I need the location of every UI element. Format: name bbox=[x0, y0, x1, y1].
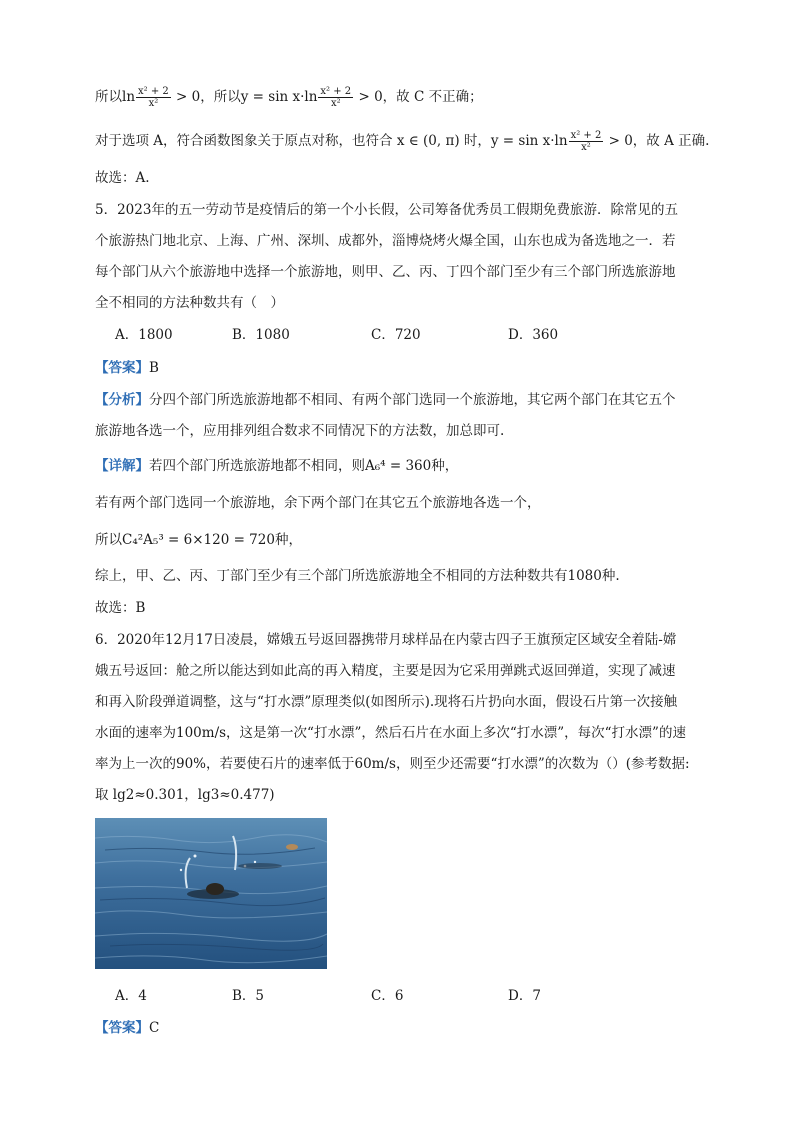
q5-answer bbox=[95, 358, 159, 378]
q6-line-4: 水面的速率为100m/s，这是第一次“打水漂”，然后石片在水面上多次“打水漂”，每次“打水漂”的速 bbox=[95, 725, 686, 741]
fraction bbox=[569, 130, 604, 153]
fraction-numerator: x² + 2 bbox=[570, 130, 602, 141]
text-segment: > 0，故 A 正确. bbox=[604, 133, 710, 149]
q5-analysis-1 bbox=[95, 390, 676, 410]
fraction-numerator: x² + 2 bbox=[138, 86, 169, 97]
fraction-denominator: x² bbox=[330, 98, 341, 109]
q5-detail-3: 所以C₄²A₅³ = 6×120 = 720种， bbox=[95, 532, 302, 548]
text-line-option-c bbox=[95, 86, 483, 109]
answer-tag: 【答案】 bbox=[95, 1020, 149, 1036]
q5-option-b: B．1080 bbox=[232, 327, 290, 343]
fraction-denominator: x² bbox=[581, 142, 591, 153]
answer-tag: 【答案】 bbox=[95, 360, 149, 376]
q5-option-d: D．360 bbox=[508, 327, 559, 343]
q6-option-b: B．5 bbox=[232, 988, 265, 1004]
q6-option-c: C．6 bbox=[371, 988, 404, 1004]
fraction bbox=[318, 86, 353, 109]
q6-line-3: 和再入阶段弹道调整，这与“打水漂”原理类似(如图所示).现将石片扔向水面，假设石片第一次接触 bbox=[95, 694, 678, 710]
q5-line-1: 5．2023年的五一劳动节是疫情后的第一个小长假，公司筹备优秀员工假期免费旅游．除常见的五 bbox=[95, 202, 678, 218]
text-line-option-a bbox=[95, 130, 709, 153]
fraction bbox=[136, 86, 171, 109]
fraction-numerator: x² + 2 bbox=[320, 86, 352, 97]
analysis-text: 分四个部门所选旅游地都不相同、有两个部门选同一个旅游地，其它两个部门在其它五个 bbox=[149, 392, 676, 408]
q5-detail-4: 综上，甲、乙、丙、丁部门至少有三个部门所选旅游地全不相同的方法种数共有1080种. bbox=[95, 568, 620, 584]
text-segment: > 0，故 C 不正确； bbox=[354, 89, 483, 105]
q5-detail-2: 若有两个部门选同一个旅游地，余下两个部门在其它五个旅游地各选一个， bbox=[95, 495, 541, 511]
q5-option-c: C．720 bbox=[371, 327, 421, 343]
text-segment: 对于选项 A，符合函数图象关于原点对称，也符合 x ∈ (0, π) 时，y = sin x·ln bbox=[95, 133, 568, 149]
q5-detail-1 bbox=[95, 456, 458, 476]
q5-choose: 故选：B bbox=[95, 600, 146, 616]
q5-line-3: 每个部门从六个旅游地中选择一个旅游地，则甲、乙、丙、丁四个部门至少有三个部门所选旅游地 bbox=[95, 264, 676, 280]
q6-option-a: A．4 bbox=[115, 988, 147, 1004]
q5-line-2: 个旅游热门地北京、上海、广州、深圳、成都外，淄博烧烤火爆全国，山东也成为备选地之一．若 bbox=[95, 233, 676, 249]
stone-skipping-photo bbox=[95, 818, 327, 969]
q6-option-d: D．7 bbox=[508, 988, 541, 1004]
choose-line: 故选：A. bbox=[95, 170, 150, 186]
q6-answer bbox=[95, 1018, 159, 1038]
analysis-tag: 【分析】 bbox=[95, 392, 149, 408]
text-segment: > 0，所以y = sin x·ln bbox=[171, 89, 318, 105]
q6-line-6: 取 lg2≈0.301，lg3≈0.477) bbox=[95, 787, 275, 803]
q6-line-2: 娥五号返回：舱之所以能达到如此高的再入精度，主要是因为它采用弹跳式返回弹道，实现了减速 bbox=[95, 663, 676, 679]
text-segment: 所以ln bbox=[95, 89, 136, 105]
answer-value: C bbox=[149, 1020, 160, 1036]
q5-analysis-2: 旅游地各选一个，应用排列组合数求不同情况下的方法数，加总即可. bbox=[95, 423, 505, 439]
q6-line-5: 率为上一次的90%，若要使石片的速率低于60m/s，则至少还需要“打水漂”的次数为（）(参考数据: bbox=[95, 756, 690, 772]
detail-tag: 【详解】 bbox=[95, 458, 149, 474]
q5-option-a: A．1800 bbox=[115, 327, 173, 343]
fraction-denominator: x² bbox=[148, 98, 159, 109]
q5-line-4: 全不相同的方法种数共有（ ） bbox=[95, 295, 284, 311]
answer-value: B bbox=[149, 360, 159, 376]
detail-text: 若四个部门所选旅游地都不相同，则A₆⁴ = 360种， bbox=[149, 458, 459, 474]
q6-line-1: 6．2020年12月17日凌晨，嫦娥五号返回器携带月球样品在内蒙古四子王旗预定区域安全着陆-嫦 bbox=[95, 632, 677, 648]
